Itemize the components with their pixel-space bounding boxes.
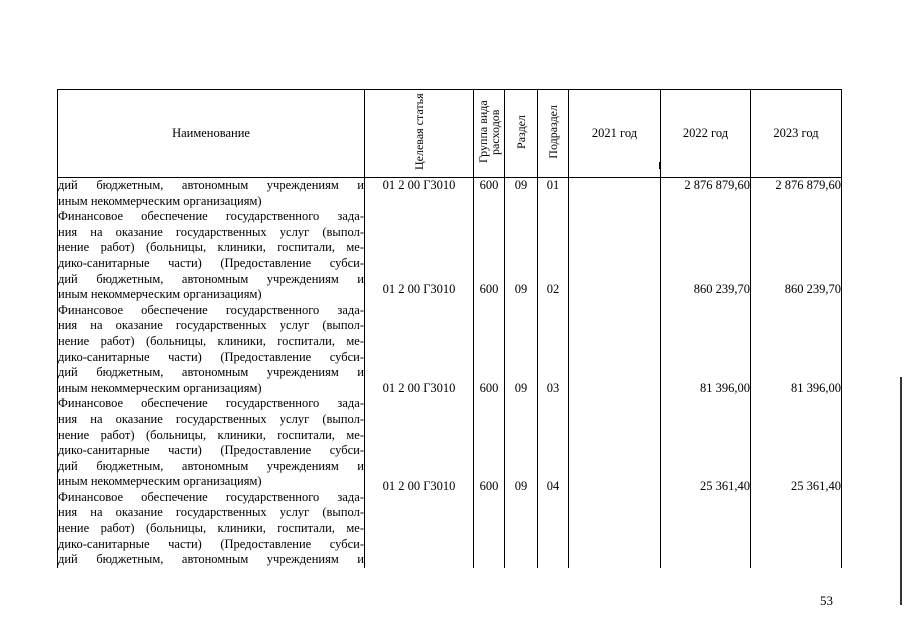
description-line: Финансовое обеспечение государственного зада- xyxy=(58,209,364,224)
header-section-label: Раздел xyxy=(514,114,528,149)
header-2023: 2023 год xyxy=(751,90,842,178)
header-target-article-label: Целевая статья xyxy=(412,93,426,170)
cell-subsection: 04 xyxy=(538,479,569,568)
budget-table xyxy=(57,89,842,568)
description-line: нение работ) (больницы, клиники, госпитали, ме- xyxy=(58,521,364,536)
cell-2022: 25 361,40 xyxy=(661,479,751,568)
cell-2023: 81 396,00 xyxy=(751,381,842,480)
header-expense-group-label: Группа вида расходов xyxy=(476,100,502,163)
description-line: иным некоммерческим организациям) xyxy=(58,474,262,489)
cell-section: 09 xyxy=(505,282,538,381)
header-2021: 2021 год xyxy=(569,90,661,178)
description-line: нение работ) (больницы, клиники, госпитали, ме- xyxy=(58,240,364,255)
cell-2022: 2 876 879,60 xyxy=(661,178,751,282)
description-line: Финансовое обеспечение государственного зада- xyxy=(58,396,364,411)
cell-expense-group: 600 xyxy=(474,381,505,480)
description-line: нение работ) (больницы, клиники, госпитали, ме- xyxy=(58,333,364,348)
scan-edge-mark xyxy=(900,377,902,605)
budget-table-container xyxy=(57,89,841,580)
cell-section: 09 xyxy=(505,381,538,480)
cell-2022: 860 239,70 xyxy=(661,282,751,381)
description-line: дий бюджетным, автономным учреждениям и xyxy=(58,552,364,567)
page-number: 53 xyxy=(820,593,833,608)
description-line: Финансовое обеспечение государственного зада- xyxy=(58,302,364,317)
cell-target-article: 01 2 00 Г3010 xyxy=(365,282,474,381)
header-expense-group xyxy=(474,90,505,178)
cell-2021 xyxy=(569,381,661,480)
header-name: Наименование xyxy=(58,90,365,178)
description-line: ния на оказание государственных услуг (выпол- xyxy=(58,505,364,520)
cell-subsection: 02 xyxy=(538,282,569,381)
cell-2023: 25 361,40 xyxy=(751,479,842,568)
header-target-article xyxy=(365,90,474,178)
cell-subsection: 03 xyxy=(538,381,569,480)
description-line: ния на оказание государственных услуг (выпол- xyxy=(58,318,364,333)
cell-expense-group: 600 xyxy=(474,178,505,282)
scan-tick-mark xyxy=(659,162,660,169)
cell-subsection: 01 xyxy=(538,178,569,282)
description-line: ния на оказание государственных услуг (выпол- xyxy=(58,224,364,239)
description-line: нение работ) (больницы, клиники, госпитали, ме- xyxy=(58,427,364,442)
description-line: иным некоммерческим организациям) xyxy=(58,193,262,208)
description-line: дий бюджетным, автономным учреждениям и xyxy=(58,458,364,473)
description-line: дико-санитарные части) (Предоставление субси- xyxy=(58,443,364,458)
cell-expense-group: 600 xyxy=(474,282,505,381)
cell-2023: 2 876 879,60 xyxy=(751,178,842,282)
cell-target-article: 01 2 00 Г3010 xyxy=(365,178,474,282)
cell-2021 xyxy=(569,479,661,568)
cell-2022: 81 396,00 xyxy=(661,381,751,480)
description-line: Финансовое обеспечение государственного зада- xyxy=(58,489,364,504)
table-row xyxy=(58,178,842,282)
description-line: иным некоммерческим организациям) xyxy=(58,380,262,395)
cell-2021 xyxy=(569,282,661,381)
description-line: иным некоммерческим организациям) xyxy=(58,287,262,302)
description-line: ния на оказание государственных услуг (выпол- xyxy=(58,411,364,426)
description-line: дий бюджетным, автономным учреждениям и xyxy=(58,178,364,192)
description-line: дико-санитарные части) (Предоставление субси- xyxy=(58,255,364,270)
cell-2021 xyxy=(569,178,661,282)
cell-section: 09 xyxy=(505,178,538,282)
description-line: дий бюджетным, автономным учреждениям и xyxy=(58,365,364,380)
header-subsection xyxy=(538,90,569,178)
cell-section: 09 xyxy=(505,479,538,568)
cell-2023: 860 239,70 xyxy=(751,282,842,381)
cell-expense-group: 600 xyxy=(474,479,505,568)
header-subsection-label: Подраздел xyxy=(546,104,560,159)
table-header-row xyxy=(58,90,842,178)
cell-target-article: 01 2 00 Г3010 xyxy=(365,381,474,480)
header-section xyxy=(505,90,538,178)
header-2022: 2022 год xyxy=(661,90,751,178)
description-cell xyxy=(58,178,365,568)
description-line: дий бюджетным, автономным учреждениям и xyxy=(58,271,364,286)
description-line: дико-санитарные части) (Предоставление субси- xyxy=(58,536,364,551)
description-line: дико-санитарные части) (Предоставление субси- xyxy=(58,349,364,364)
cell-target-article: 01 2 00 Г3010 xyxy=(365,479,474,568)
